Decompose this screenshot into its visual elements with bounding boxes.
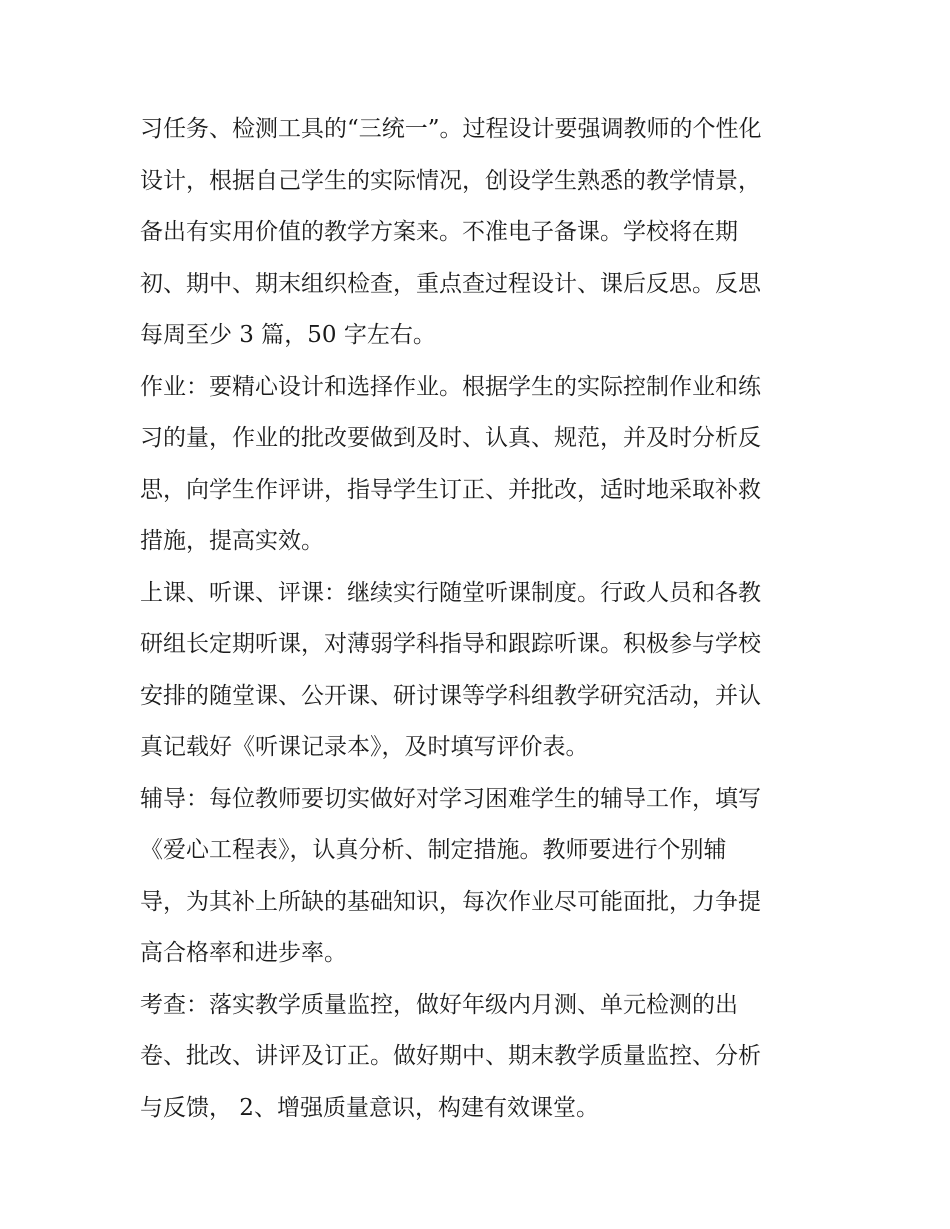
paragraph-homework — [140, 362, 820, 568]
text-line: 作业：要精心设计和选择作业。根据学生的实际控制作业和练 — [140, 373, 761, 400]
paragraph-planning — [140, 104, 820, 362]
text-line: 研组长定期听课，对薄弱学科指导和跟踪听课。积极参与学校 — [140, 631, 761, 657]
text-line: 导，为其补上所缺的基础知识，每次作业尽可能面批，力争提 — [140, 888, 761, 915]
text-line: 安排的随堂课、公开课、研讨课等学科组教学研究活动，并认 — [140, 682, 761, 709]
paragraph-tutoring — [140, 774, 820, 980]
text-line: 初、期中、期末组织检查，重点查过程设计、课后反思。反思 — [140, 270, 761, 297]
paragraph-assessment — [140, 980, 820, 1135]
text-line: 真记载好《听课记录本》，及时填写评价表。 — [140, 734, 589, 760]
text-line: 高合格率和进步率。 — [140, 940, 347, 966]
document-body — [140, 104, 820, 1134]
text-line: 设计，根据自己学生的实际情况，创设学生熟悉的教学情景， — [140, 167, 761, 194]
text-line: 思，向学生作评讲，指导学生订正、并批改，适时地采取补救 — [140, 476, 761, 503]
text-line: 习任务、检测工具的“三统一”。过程设计要强调教师的个性化 — [140, 116, 762, 142]
text-line: 备出有实用价值的教学方案来。不准电子备课。学校将在期 — [140, 219, 738, 245]
text-line: 上课、听课、评课：继续实行随堂听课制度。行政人员和各教 — [140, 579, 761, 606]
text-line: 习的量，作业的批改要做到及时、认真、规范，并及时分析反 — [140, 425, 761, 451]
text-line: 《爱心工程表》，认真分析、制定措施。教师要进行个别辅 — [140, 837, 727, 863]
text-line: 考查：落实教学质量监控，做好年级内月测、单元检测的出 — [140, 991, 738, 1018]
text-line: 措施，提高实效。 — [140, 528, 324, 554]
text-line: 卷、批改、讲评及订正。做好期中、期末教学质量监控、分析 — [140, 1043, 761, 1069]
text-line: 辅导：每位教师要切实做好对学习困难学生的辅导工作，填写 — [140, 785, 761, 812]
text-line: 与反馈， 2、增强质量意识，构建有效课堂。 — [140, 1094, 599, 1121]
text-line: 每周至少 3 篇，50 字左右。 — [140, 322, 436, 348]
paragraph-lessons — [140, 568, 820, 774]
